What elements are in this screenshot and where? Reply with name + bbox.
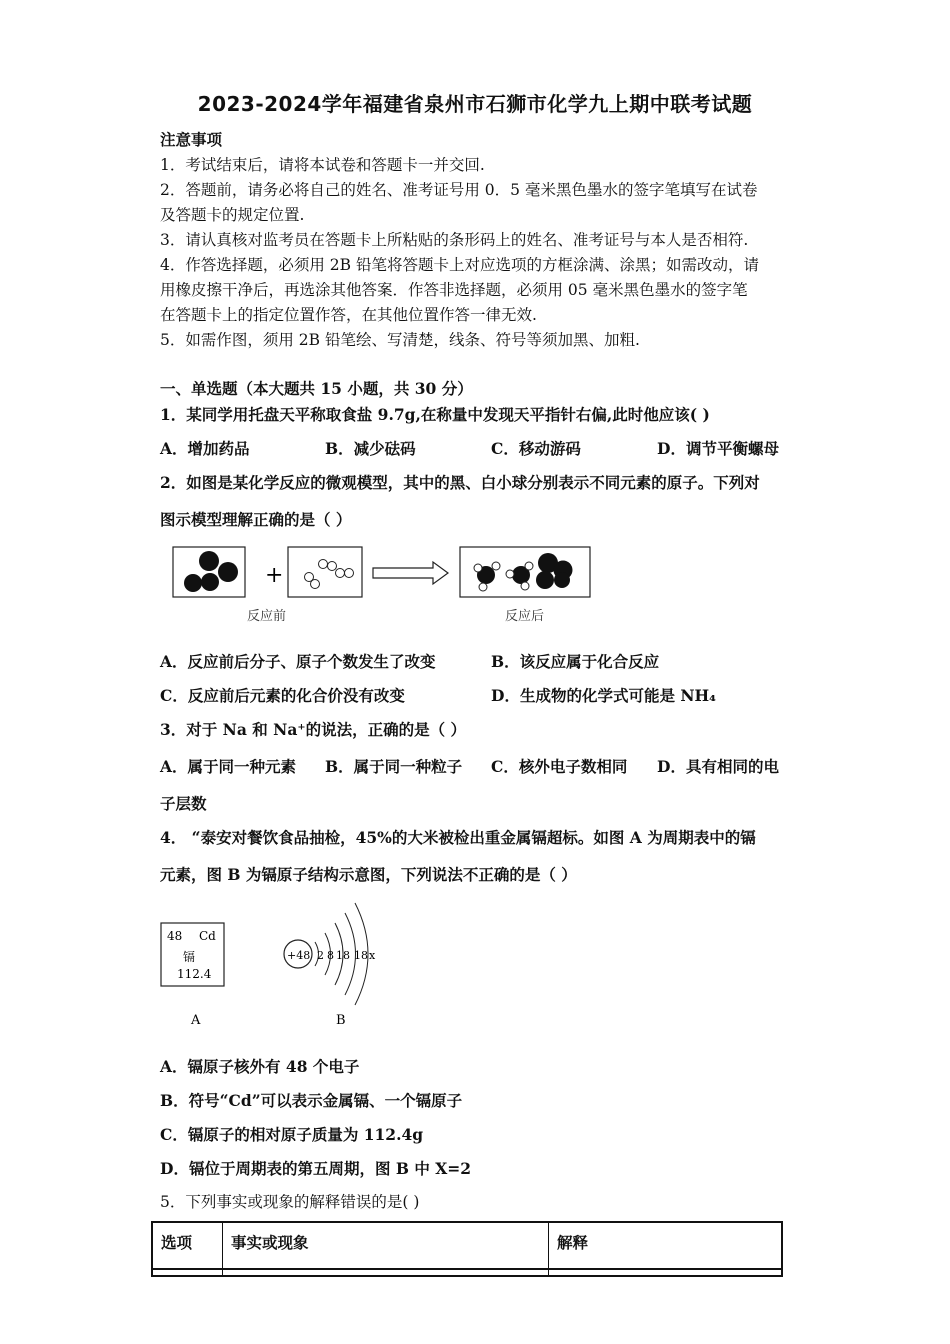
q3-option-d: D．具有相同的电 (657, 757, 779, 776)
q2-option-a: A．反应前后分子、原子个数发生了改变 (160, 652, 436, 671)
question-4-stem: 4． “泰安对餐饮食品抽检，45%的大米被检出重金属镉超标。如图 A 为周期表中的镉 (160, 828, 756, 847)
q3-option-b: B．属于同一种粒子 (325, 757, 463, 776)
q1-option-d: D．调节平衡螺母 (657, 439, 779, 458)
section-heading: 一、单选题（本大题共 15 小题，共 30 分） (160, 379, 473, 398)
notice-line: 2．答题前，请务必将自己的姓名、准考证号用 0．5 毫米黑色墨水的签字笔填写在试卷 (160, 181, 758, 199)
element-symbol: Cd (199, 929, 216, 943)
notice-line: 1．考试结束后，请将本试卷和答题卡一并交回. (160, 156, 485, 174)
figure-label-a: A (191, 1013, 201, 1028)
q1-option-a: A．增加药品 (160, 439, 250, 458)
shell-electrons: x (369, 949, 376, 962)
q2-option-c: C．反应前后元素的化合价没有改变 (160, 686, 405, 705)
notice-line: 5．如需作图，须用 2B 铅笔绘、写清楚，线条、符号等须加黑、加粗. (160, 331, 640, 349)
after-label: 反应后 (505, 609, 545, 624)
page-title: 2023-2024学年福建省泉州市石狮市化学九上期中联考试题 (197, 92, 753, 116)
reaction-model-figure (165, 540, 595, 630)
q2-option-b: B．该反应属于化合反应 (491, 652, 660, 671)
figure-label-b: B (336, 1013, 346, 1028)
table-bottom-rule (151, 1268, 783, 1270)
notice-line: 及答题卡的规定位置. (160, 206, 305, 224)
shell-electrons: 8 (327, 949, 334, 962)
q4-option-a: A．镉原子核外有 48 个电子 (160, 1057, 360, 1076)
q4-option-d: D．镉位于周期表的第五周期，图 B 中 X=2 (160, 1159, 472, 1178)
notice-line: 用橡皮擦干净后，再选涂其他答案．作答非选择题，必须用 05 毫米黑色墨水的签字笔 (160, 281, 748, 299)
q4-option-c: C．镉原子的相对原子质量为 112.4g (160, 1125, 424, 1144)
question-2-stem: 图示模型理解正确的是（ ） (160, 510, 352, 529)
q4-option-b: B．符号“Cd”可以表示金属镉、一个镉原子 (160, 1091, 463, 1110)
question-4-stem: 元素，图 B 为镉原子结构示意图，下列说法不正确的是（ ） (160, 865, 577, 884)
q3-option-a: A．属于同一种元素 (160, 757, 297, 776)
q1-option-b: B．减少砝码 (325, 439, 416, 458)
question-3-stem: 3．对于 Na 和 Na⁺的说法，正确的是（ ） (160, 720, 466, 739)
shell-electrons: 18 (354, 949, 368, 962)
table-header-fact: 事实或现象 (223, 1222, 549, 1276)
q3-option-d-wrap: 子层数 (160, 794, 207, 813)
q3-option-c: C．核外电子数相同 (491, 757, 628, 776)
question-2-stem: 2．如图是某化学反应的微观模型，其中的黑、白小球分别表示不同元素的原子。下列对 (160, 473, 760, 492)
question-1-stem: 1．某同学用托盘天平称取食盐 9.7g,在称量中发现天平指针右偏,此时他应该( ) (160, 405, 710, 424)
shell-electrons: 2 (317, 949, 324, 962)
atomic-number: 48 (167, 929, 183, 943)
cadmium-figure (155, 890, 395, 1030)
notice-line: 4．作答选择题，必须用 2B 铅笔将答题卡上对应选项的方框涂满、涂黑；如需改动，请 (160, 256, 759, 274)
q1-option-c: C．移动游码 (491, 439, 581, 458)
question-5-stem: 5．下列事实或现象的解释错误的是( ) (160, 1193, 420, 1211)
before-label: 反应前 (247, 609, 287, 624)
atomic-mass: 112.4 (177, 967, 212, 981)
plus-sign: + (265, 563, 284, 588)
table-header-option: 选项 (152, 1222, 223, 1276)
q2-option-d: D．生成物的化学式可能是 NH₄ (491, 686, 716, 705)
notice-line: 在答题卡上的指定位置作答，在其他位置作答一律无效. (160, 306, 537, 324)
notice-line: 3．请认真核对监考员在答题卡上所粘贴的条形码上的姓名、准考证号与本人是否相符. (160, 231, 749, 249)
element-name: 镉 (183, 950, 196, 964)
nucleus-charge: +48 (287, 949, 311, 962)
table-header-explanation: 解释 (549, 1222, 783, 1276)
shell-electrons: 18 (336, 949, 350, 962)
notice-heading: 注意事项 (160, 130, 223, 149)
